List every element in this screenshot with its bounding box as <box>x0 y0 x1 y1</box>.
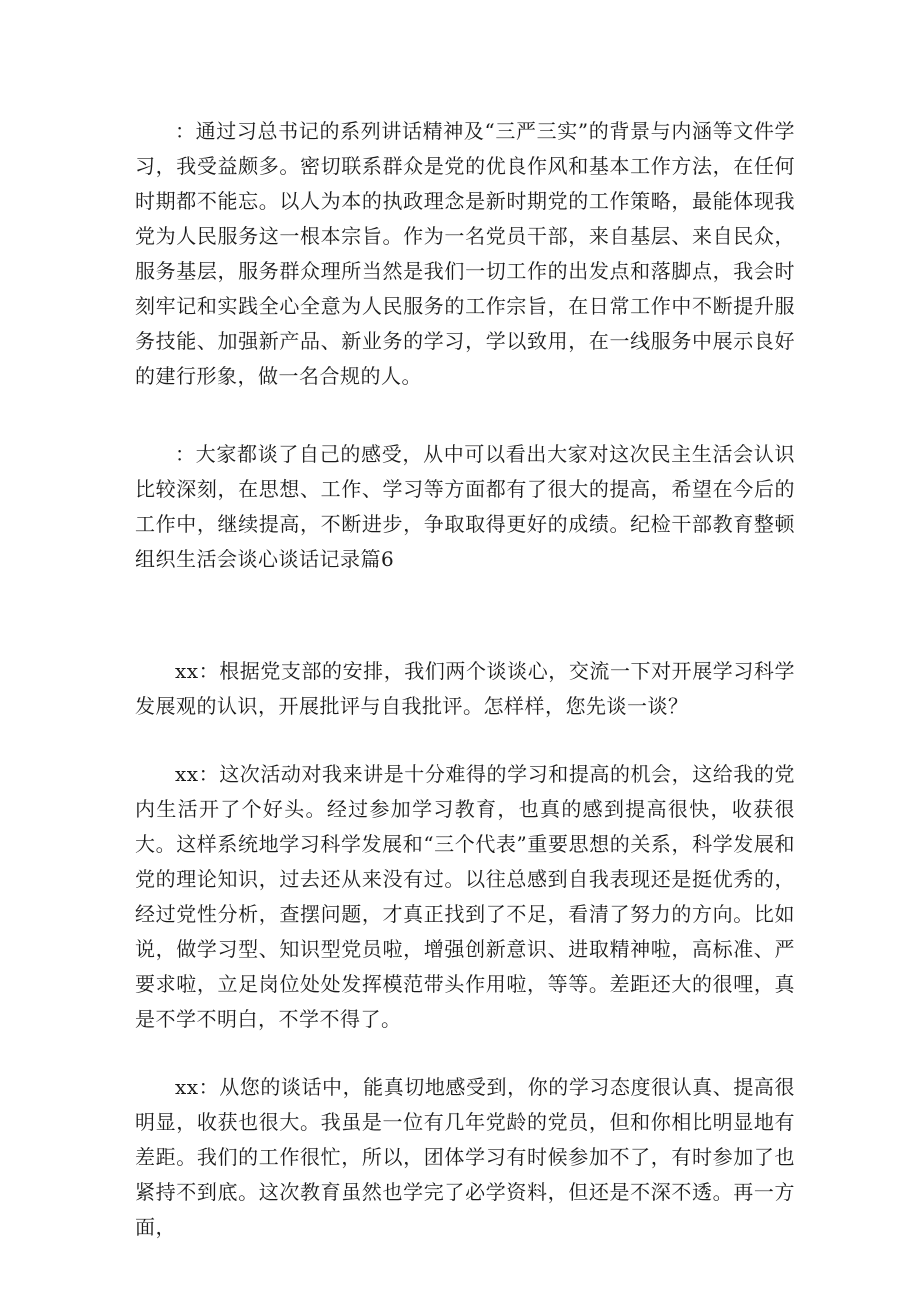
paragraph-4: xx：这次活动对我来讲是十分难得的学习和提高的机会，这给我的党内生活开了个好头。经过参加学习教育，也真的感到提高很快，收获很大。这样系统地学习科学发展和“三个代表”重要思想的关系，科学发展和党的理论知识，过去还从来没有过。以往总感到自我表现还是挺优秀的，经过党性分析，查摆问题，才真正找到了不足，看清了努力的方向。比如说，做学习型、知识型党员啦，增强创新意识、进取精神啦，高标准、严要求啦，立足岗位处处发挥模范带头作用啦，等等。差距还大的很哩，真是不学不明白，不学不得了。 <box>135 762 795 1031</box>
document-page <box>135 108 795 1245</box>
paragraph-1: ：通过习总书记的系列讲话精神及“三严三实”的背景与内涵等文件学习，我受益颇多。密切联系群众是党的优良作风和基本工作方法，在任何时期都不能忘。以人为本的执政理念是新时期党的工作策略，最能体现我党为人民服务这一根本宗旨。作为一名党员干部，来自基层、来自民众，服务基层，服务群众理所当然是我们一切工作的出发点和落脚点，我会时刻牢记和实践全心全意为人民服务的工作宗旨，在日常工作中不断提升服务技能、加强新产品、新业务的学习，学以致用，在一线服务中展示良好的建行形象，做一名合规的人。 <box>135 119 795 388</box>
paragraph-3: xx：根据党支部的安排，我们两个谈谈心，交流一下对开展学习科学发展观的认识，开展批评与自我批评。怎样样，您先谈一谈？ <box>135 659 795 718</box>
paragraph-2: ：大家都谈了自己的感受，从中可以看出大家对这次民主生活会认识比较深刻，在思想、工作、学习等方面都有了很大的提高，希望在今后的工作中，继续提高，不断进步，争取取得更好的成绩。纪检干部教育整顿组织生活会谈心谈话记录篇6 <box>135 442 795 571</box>
paragraph-5: xx：从您的谈话中，能真切地感受到，你的学习态度很认真、提高很明显，收获也很大。我虽是一位有几年党龄的党员，但和你相比明显地有差距。我们的工作很忙，所以，团体学习有时候参加不了，有时参加了也紧持不到底。这次教育虽然也学完了必学资料，但还是不深不透。再一方面， <box>135 1075 795 1239</box>
